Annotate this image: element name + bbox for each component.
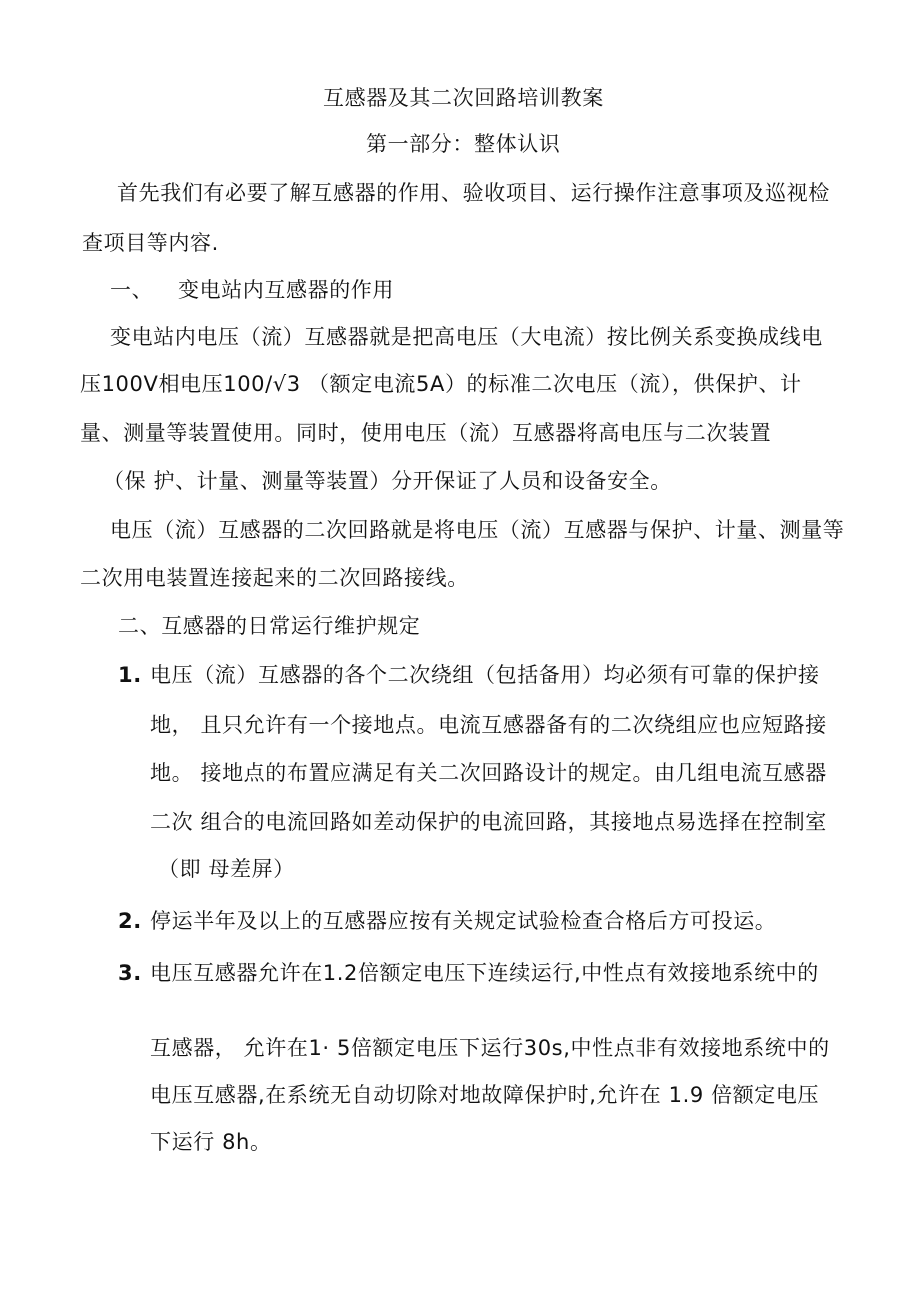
list-item-text: 电压（流）互感器的各个二次绕组（包括备用）均必须有可靠的保护接 <box>150 663 820 687</box>
paragraph-line: 压100V相电压100/√3 （额定电流5A）的标准二次电压（流），供保护、计 <box>80 372 802 396</box>
paragraph-line: （保 护、计量、测量等装置）分开保证了人员和设备安全。 <box>103 469 672 493</box>
list-item-line: 地， 且只允许有一个接地点。电流互感器备有的二次绕组应也应短路接 <box>150 713 827 737</box>
list-item-line: 二次 组合的电流回路如差动保护的电流回路，其接地点易选择在控制室 <box>150 810 827 834</box>
list-item-text: 停运半年及以上的互感器应按有关规定试验检查合格后方可投运。 <box>150 909 777 933</box>
list-item-line: 互感器， 允许在1· 5倍额定电压下运行30s,中性点非有效接地系统中的 <box>150 1036 830 1060</box>
section-heading: 二、互感器的日常运行维护规定 <box>118 614 421 638</box>
list-item-line: 电压互感器,在系统无自动切除对地故障保护时,允许在 1.9 倍额定电压 <box>150 1083 820 1107</box>
list-item <box>118 906 776 936</box>
list-number: 3. <box>118 961 142 985</box>
section-heading <box>110 275 394 305</box>
intro-line: 首先我们有必要了解互感器的作用、验收项目、运行操作注意事项及巡视检 <box>117 181 830 205</box>
list-item-line: （即 母差屏） <box>158 857 295 881</box>
list-item <box>118 958 819 988</box>
list-item-line: 地。 接地点的布置应满足有关二次回路设计的规定。由几组电流互感器 <box>150 761 827 785</box>
section-number: 一、 <box>110 278 154 302</box>
paragraph-line: 变电站内电压（流）互感器就是把高电压（大电流）按比例关系变换成线电 <box>110 325 823 349</box>
page-subtitle: 第一部分：整体认识 <box>366 132 561 156</box>
section-heading-text: 变电站内互感器的作用 <box>178 278 394 302</box>
list-number: 1. <box>118 663 142 687</box>
paragraph-line: 电压（流）互感器的二次回路就是将电压（流）互感器与保护、计量、测量等 <box>110 518 845 542</box>
list-item-text: 电压互感器允许在1.2倍额定电压下连续运行,中性点有效接地系统中的 <box>150 961 819 985</box>
intro-line: 查项目等内容. <box>82 231 219 255</box>
page-title: 互感器及其二次回路培训教案 <box>323 86 604 110</box>
list-item <box>118 660 820 690</box>
list-item-line: 下运行 8h。 <box>150 1130 272 1154</box>
list-number: 2. <box>118 909 142 933</box>
paragraph-line: 二次用电装置连接起来的二次回路接线。 <box>80 566 469 590</box>
paragraph-line: 量、测量等装置使用。同时，使用电压（流）互感器将高电压与二次装置 <box>80 421 772 445</box>
